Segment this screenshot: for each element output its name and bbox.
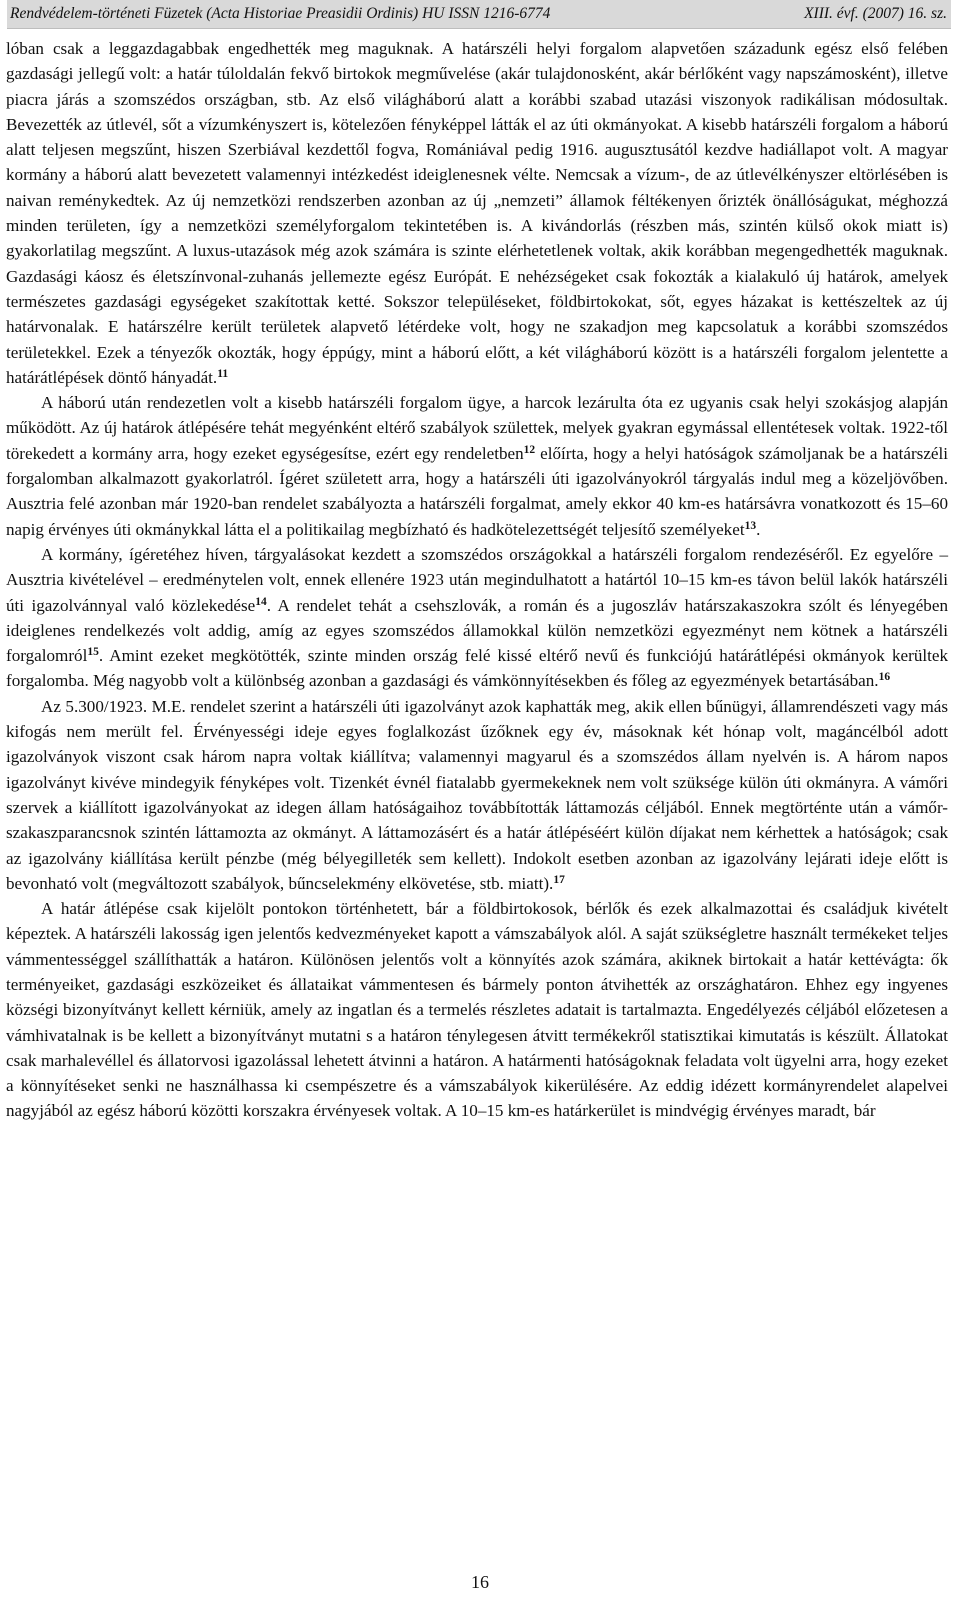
footnote-ref-14[interactable]: 14 (255, 595, 267, 608)
paragraph-text: . Amint ezeket megkötötték, szinte minden ország felé kissé eltérő nevű és funkciójú határátlépési okmányok kerültek forgalomba. Még nagyobb volt a különbség azonban a gazdasági és vámkönnyítésekben és főleg az egyezmények betartásában. (6, 646, 948, 691)
paragraph-text: . (756, 519, 761, 539)
footnote-ref-11[interactable]: 11 (217, 367, 229, 380)
paragraph-text: előírta, hogy a helyi hatóságok számoljanak be a határszéli forgalomban alkalmazott gyakorlatról. Ígéret született arra, hogy a határszéli úti igazolványokról tárgyalás indul meg a közeljövőben. Ausztria felé azonban már 1920-ban rendelet szabályozta a határszéli forgalmat, amely ekkor 40 km-es határsávra vonatkozott és 15–60 napig érvényes úti okmánykkal látta el a politikailag megbízható és hadkötelezettségét teljesítő személyeket (6, 443, 948, 539)
paragraph-1 (6, 36, 948, 390)
issue-info: XIII. évf. (2007) 16. sz. (804, 5, 947, 22)
paragraph-text: . A rendelet tehát a csehszlovák, a román és a jugoszláv határszakaszokra szólt és lényegében ideiglenes rendelkezés volt addig, amíg az egyes szomszédos államokkal külön nemzetközi egyezményt nem kötnek a határszéli forgalomról (6, 595, 948, 666)
paragraph-2 (6, 390, 948, 542)
footnote-ref-13[interactable]: 13 (744, 519, 757, 532)
paragraph-text: A háború után rendezetlen volt a kisebb határszéli forgalom ügye, a harcok lezárulta óta ez ugyanis csak helyi szokásjog alapján működött. Az új határok átlépésére tehát megyénként eltérő szabályok születtek, melyek gyakran egymással ellentétesek voltak. 1922-től törekedett a kormány arra, hogy ezeket egységesítse, ezért egy rendeletben (6, 393, 948, 463)
footnote-ref-17[interactable]: 17 (553, 873, 565, 886)
paragraph-text: A kormány, ígéretéhez híven, tárgyalásokat kezdett a szomszédos országokkal a határszéli forgalom rendezéséről. Ez egyelőre – Ausztria kivételével – eredménytelen volt, ennek ellenére 1923 után megindulhatott a határtól 10–15 km-es távon belül lakók határszéli úti igazolvánnyal való közlekedése (6, 544, 948, 615)
footnote-ref-12[interactable]: 12 (523, 443, 536, 456)
journal-title: Rendvédelem-történeti Füzetek (Acta Historiae Preasidii Ordinis) HU ISSN 1216-6774 (10, 5, 551, 22)
paragraph-text: lóban csak a leggazdagabbak engedhették meg maguknak. A határszéli helyi forgalom alapvetően századunk egész első felében gazdasági jellegű volt: a határ túloldalán fekvő birtokok megművelése (akár tulajdonosként, akár bérlőként vagy napszámosként), illetve piacra járás a szomszédos országban, stb. Az első világháború alatt a korábbi szabad utazási viszonyok radikálisan módosultak. Bevezették az útlevél, sőt a vízumkényszert is, kötelezően fényképpel látták el az úti okmányokat. A kisebb határszéli forgalom a háború alatt teljesen megszűnt, hiszen Szerbiával kezdettől fogva, Romániával pedig 1916. augusztusától kezdve hadiállapot volt. A magyar kormány a háború alatt bevezetett valamennyi intézkedést ideiglenesnek vélte. Nemcsak a vízum-, de az útlevélkényszer eltörlésében is naivan reménykedtek. Az új nemzetközi rendszerben azonban az új „nemzeti” államok féltékenyen őrizték önállóságukat, méghozzá minden területen, így a nemzetközi személyforgalom tekintetében is. A kivándorlás (részben más, szintén külső okok miatt is) gyakorlatilag megszűnt. A luxus-utazások még azok számára is szinte elérhetetlenek voltak, akik korábban megengedhették maguknak. Gazdasági káosz és életszínvonal-zuhanás jellemezte egész Európát. E nehézségeket csak fokozták a kialakuló új határok, amelyek természetes gazdasági egységeket szakítottak ketté. Sokszor településeket, földbirtokokat, sőt, egyes házakat is kettészeltek az új határvonalak. E határszélre került területek alapvető létérdeke volt, hogy ne szakadjon meg kapcsolatuk a korábbi szomszédos területekkel. Ezek a tényezők okozták, hogy éppúgy, mint a háború előtt, a két világháború között is a határszéli forgalom jelentette a határátlépések döntő hányadát. (6, 39, 948, 387)
body-text (6, 36, 948, 1124)
paragraph-4 (6, 694, 948, 896)
paragraph-5 (6, 896, 948, 1124)
running-header (7, 0, 951, 29)
page-number: 16 (471, 1572, 489, 1592)
paragraph-text: Az 5.300/1923. M.E. rendelet szerint a határszéli úti igazolványt azok kaphatták meg, akik ellen bűnügyi, államrendészeti vagy más kifogás nem merült fel. Érvényességi ideje egyes foglalkozást űzőknek egy év, másoknak két hónap volt, magáncélból adott igazolványok viszont csak három napra voltak kiállítva; valamennyi magyarul és a szomszédos állam nyelvén is. A három napos igazolványt kivéve mindegyik fényképes volt. Tizenkét évnél fiatalabb gyermekeknek nem volt szüksége külön úti okmányra. A vámőri szervek a kiállított igazolványokat az idegen állam hatóságaihoz továbbították láttamozás céljából. Ennek megtörténte után a vámőr-szakaszparancsnok szintén láttamozta az okmányt. A láttamozásért és a határ átlépéséért külön díjakat nem kérhettek a hatóságok; csak az igazolvány kiállítása került pénzbe (még bélyegilleték sem kellett). Indokolt esetben azonban az igazolvány lejárati ideje előtt is bevonható volt (megváltozott szabályok, bűncselekmény elkövetése, stb. miatt). (6, 696, 948, 893)
footnote-ref-16[interactable]: 16 (878, 671, 891, 684)
paragraph-3 (6, 542, 948, 694)
paragraph-text: A határ átlépése csak kijelölt pontokon történhetett, bár a földbirtokosok, bérlők és ezek alkalmazottai és családjuk kivételt képeztek. A határszéli lakosság igen jelentős kedvezményeket kapott a vámszabályok alól. A saját szükségletre használt termékeket teljes vámmentességgel szállíthatták a határon. Különösen jelentős volt a könnyítés azok számára, akiknek birtokait a határ kettévágta: ők terményeiket, gazdasági eszközeiket és állataikat vámmentesen és bármely ponton átvihették az országhatáron. Ehhez egy ingyenes községi bizonyítványt kellett kérniük, amely az ingatlan és a termelés részletes adatait is tartalmazta. Engedélyezés céljából előzetesen a vámhivatalnak is be kellett a bizonyítványt mutatni s a határon ténylegesen átvitt termékekről statisztikai kimutatás is készült. Állatokat csak marhalevéllel és állatorvosi igazolással lehetett átvinni a határon. A határmenti hatóságoknak feladata volt ügyelni arra, hogy ezeket a könnyítéseket senki ne használhassa ki csempészetre és a vámszabályok kikerülésére. Az eddig idézett kormányrendelet alapelvei nagyjából az egész háború közötti korszakra érvényesek voltak. A 10–15 km-es határkerület is mindvégig érvényes maradt, bár (6, 899, 948, 1121)
footnote-ref-15[interactable]: 15 (87, 646, 99, 659)
